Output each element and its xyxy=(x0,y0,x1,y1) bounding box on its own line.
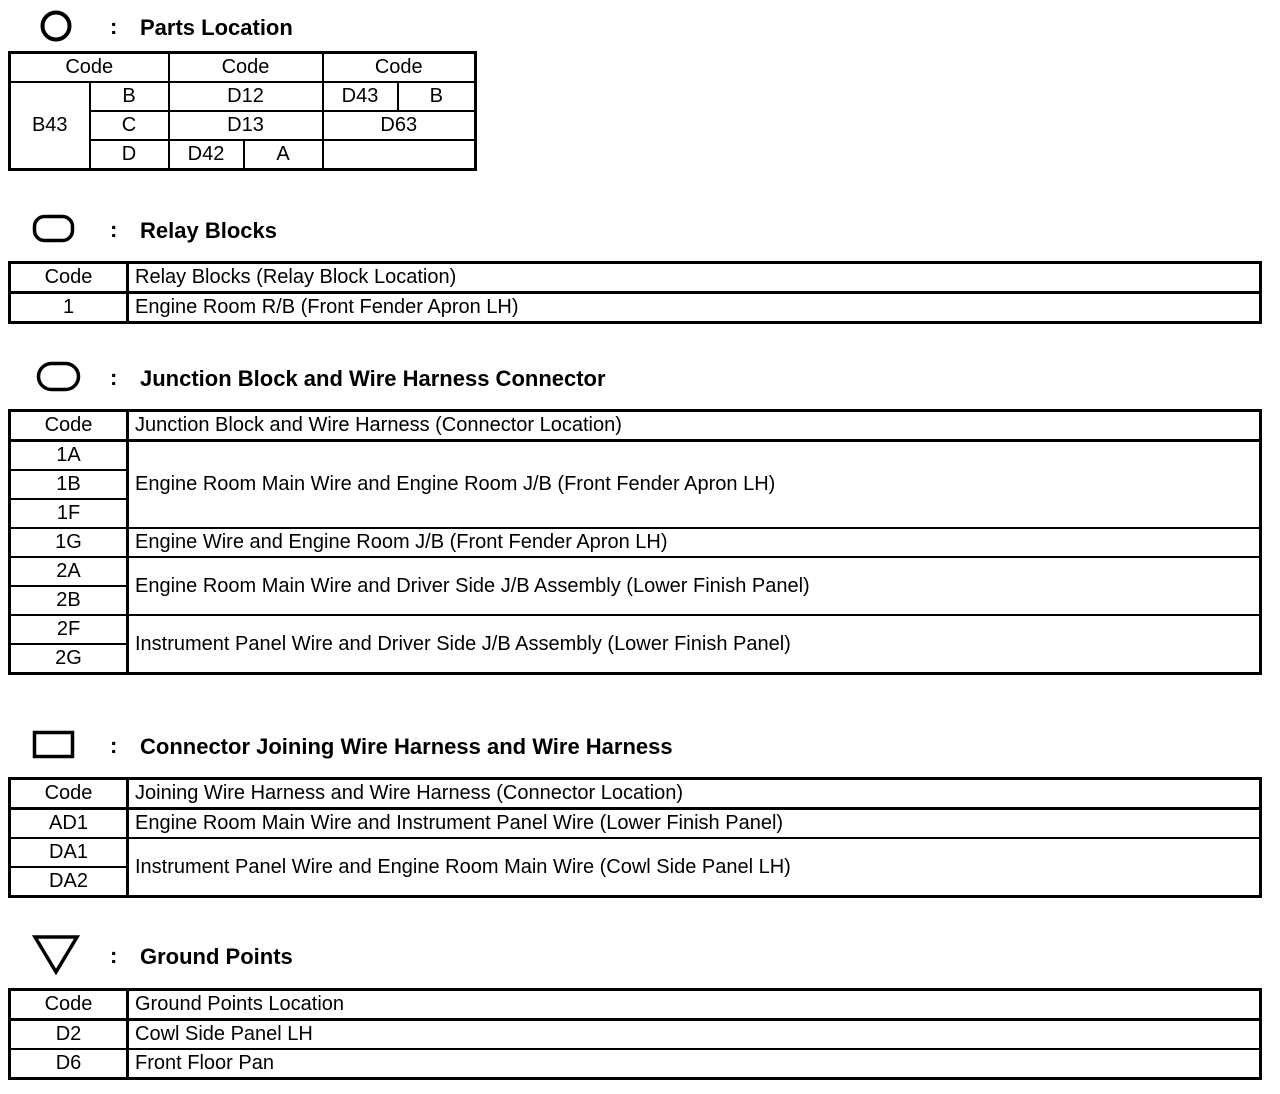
code-cell: D43 xyxy=(323,82,398,111)
description-cell: Instrument Panel Wire and Driver Side J/B Assembly (Lower Finish Panel) xyxy=(128,615,1261,674)
header-cell: Code xyxy=(10,53,169,83)
connector-joining-heading xyxy=(0,727,900,761)
code-cell: D63 xyxy=(323,111,476,140)
table-row xyxy=(10,1049,1261,1079)
parts-location-table xyxy=(8,51,477,171)
table-header-row xyxy=(10,779,1261,809)
description-cell: Engine Room R/B (Front Fender Apron LH) xyxy=(128,293,1261,323)
connector-joining-table xyxy=(8,777,1262,898)
section-title: Ground Points xyxy=(140,944,293,969)
code-cell: D12 xyxy=(169,82,323,111)
empty-cell xyxy=(323,140,476,170)
section-title: Relay Blocks xyxy=(140,218,277,243)
header-cell: Code xyxy=(10,263,128,293)
heading-colon: : xyxy=(110,365,118,390)
description-cell: Front Floor Pan xyxy=(128,1049,1261,1079)
code-cell: 1A xyxy=(10,441,128,471)
code-cell: 1B xyxy=(10,470,128,499)
junction-block-table xyxy=(8,409,1262,675)
header-cell: Code xyxy=(323,53,476,83)
code-cell: DA1 xyxy=(10,838,128,867)
code-cell: DA2 xyxy=(10,867,128,897)
code-cell: 2B xyxy=(10,586,128,615)
code-cell: 1 xyxy=(10,293,128,323)
table-row xyxy=(10,557,1261,586)
description-cell: Engine Wire and Engine Room J/B (Front Fender Apron LH) xyxy=(128,528,1261,557)
junction-block-heading xyxy=(0,359,900,393)
description-cell: Engine Room Main Wire and Engine Room J/B (Front Fender Apron LH) xyxy=(128,441,1261,529)
sub-code-cell: D xyxy=(90,140,169,170)
table-row xyxy=(10,809,1261,839)
ground-points-heading xyxy=(0,937,900,971)
rectangle-icon xyxy=(32,730,76,760)
table-header-row xyxy=(10,990,1261,1020)
description-cell: Engine Room Main Wire and Driver Side J/B Assembly (Lower Finish Panel) xyxy=(128,557,1261,615)
triangle-down-icon xyxy=(32,934,80,976)
sub-code-cell: B xyxy=(90,82,169,111)
description-cell: Instrument Panel Wire and Engine Room Main Wire (Cowl Side Panel LH) xyxy=(128,838,1261,897)
rounded-rectangle-icon xyxy=(32,214,76,244)
header-cell: Code xyxy=(10,779,128,809)
table-header-row xyxy=(10,263,1261,293)
heading-colon: : xyxy=(110,733,118,758)
code-cell: B43 xyxy=(10,82,90,170)
code-cell: 2G xyxy=(10,644,128,674)
sub-code-cell: A xyxy=(244,140,323,170)
heading-colon: : xyxy=(110,217,118,242)
table-row xyxy=(10,615,1261,644)
code-cell: 1G xyxy=(10,528,128,557)
table-row xyxy=(10,82,476,111)
description-cell: Engine Room Main Wire and Instrument Panel Wire (Lower Finish Panel) xyxy=(128,809,1261,839)
table-header-row xyxy=(10,53,476,83)
code-cell: D13 xyxy=(169,111,323,140)
sub-code-cell: B xyxy=(398,82,476,111)
code-cell: D6 xyxy=(10,1049,128,1079)
code-cell: 2F xyxy=(10,615,128,644)
relay-blocks-heading xyxy=(0,211,900,245)
table-row xyxy=(10,293,1261,323)
relay-blocks-table xyxy=(8,261,1262,324)
section-title: Junction Block and Wire Harness Connector xyxy=(140,366,606,391)
header-cell: Ground Points Location xyxy=(128,990,1261,1020)
heading-colon: : xyxy=(110,943,118,968)
oval-rectangle-icon xyxy=(36,361,82,393)
header-cell: Code xyxy=(169,53,323,83)
code-cell: 1F xyxy=(10,499,128,528)
header-cell: Code xyxy=(10,990,128,1020)
heading-colon: : xyxy=(110,14,118,39)
code-cell: 2A xyxy=(10,557,128,586)
table-row xyxy=(10,441,1261,471)
table-row xyxy=(10,528,1261,557)
code-cell: D2 xyxy=(10,1020,128,1050)
section-title: Connector Joining Wire Harness and Wire Harness xyxy=(140,734,673,759)
description-cell: Cowl Side Panel LH xyxy=(128,1020,1261,1050)
header-cell: Junction Block and Wire Harness (Connector Location) xyxy=(128,411,1261,441)
code-cell: AD1 xyxy=(10,809,128,839)
table-row xyxy=(10,1020,1261,1050)
circle-icon xyxy=(40,10,72,42)
table-row xyxy=(10,838,1261,867)
section-title: Parts Location xyxy=(140,15,293,40)
sub-code-cell: C xyxy=(90,111,169,140)
header-cell: Joining Wire Harness and Wire Harness (Connector Location) xyxy=(128,779,1261,809)
header-cell: Relay Blocks (Relay Block Location) xyxy=(128,263,1261,293)
parts-location-heading xyxy=(0,8,900,42)
table-header-row xyxy=(10,411,1261,441)
ground-points-table xyxy=(8,988,1262,1080)
code-cell: D42 xyxy=(169,140,244,170)
header-cell: Code xyxy=(10,411,128,441)
